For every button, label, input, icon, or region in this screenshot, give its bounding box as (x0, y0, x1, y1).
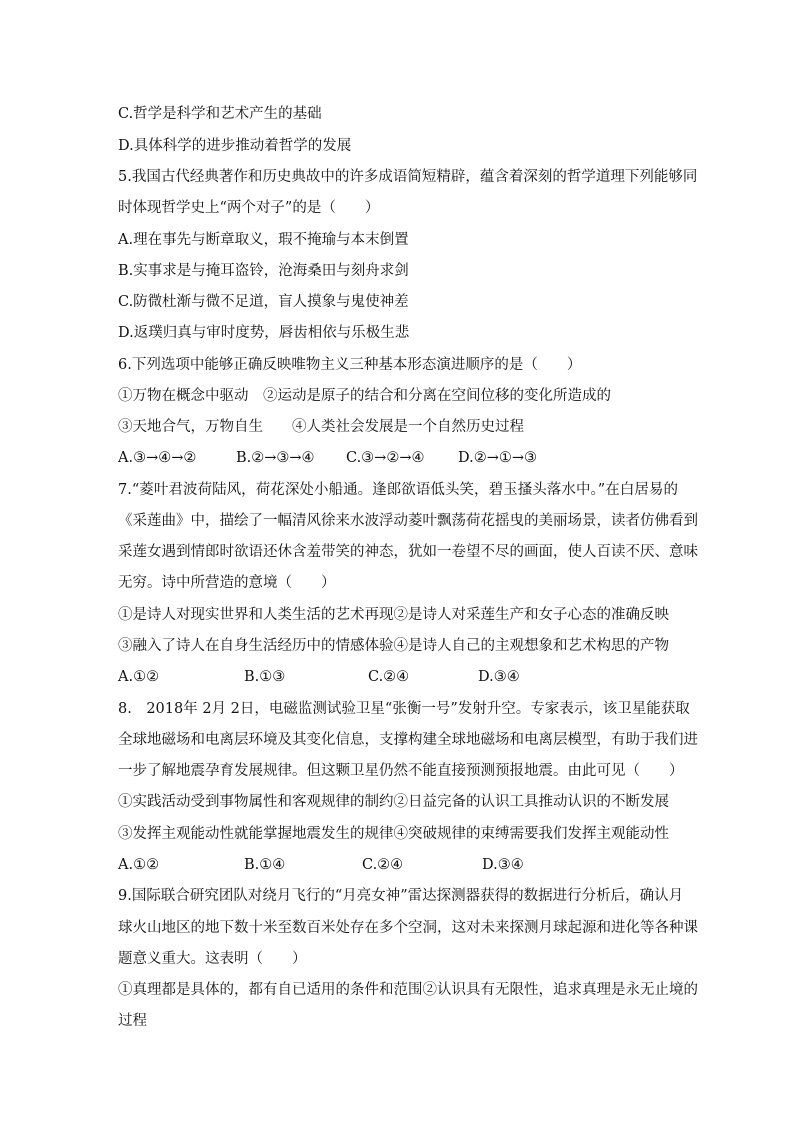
question-7-line-1: 7.“菱叶君波荷陆风，荷花深处小船通。逢郎欲语低头笑，碧玉搔头落水中。”在白居易的 (118, 482, 678, 498)
question-5-option-d: D.返璞归真与审时度势，唇齿相依与乐极生悲 (118, 325, 410, 341)
question-7-options (118, 667, 520, 687)
question-8-line-1: 8. 2018年 2月 2日，电磁监测试验卫星“张衡一号”发射升空。专家表示，该卫星能获取 (118, 701, 690, 717)
question-8-statements-2: ③发挥主观能动性就能掌握地震发生的规律④突破规律的束缚需要我们发挥主观能动性 (118, 826, 669, 842)
question-7-statements-2: ③融入了诗人在自身生活经历中的情感体验④是诗人自己的主观想象和艺术构思的产物 (118, 638, 669, 654)
question-8-statements-1: ①实践活动受到事物属性和客观规律的制约②日益完备的认识工具推动认识的不断发展 (118, 794, 669, 810)
question-8-line-3: 一步了解地震孕育发展规律。但这颗卫星仍然不能直接预测预报地震。由此可见（ ） (118, 763, 684, 779)
q7-option-c: C.②④ (368, 669, 410, 685)
question-6-statements-2: ③天地合气，万物自生 ④人类社会发展是一个自然历史过程 (118, 419, 524, 435)
option-d-text: D.具体科学的进步推动着哲学的发展 (118, 138, 352, 154)
q7-option-d: D.③④ (478, 669, 520, 685)
question-7-line-2: 《采莲曲》中，描绘了一幅清风徐来水波浮动菱叶飘荡荷花摇曳的美丽场景，读者仿佛看到 (118, 513, 698, 529)
q8-option-d: D.③④ (482, 857, 524, 873)
q7-option-a: A.①② (118, 669, 160, 685)
question-8-line-2: 全球地磁场和电离层环境及其变化信息，支撑构建全球地磁场和电离层模型，有助于我们进 (118, 732, 698, 748)
question-5-line-1: 5.我国古代经典著作和历史典故中的许多成语简短精辟，蕴含着深刻的哲学道理下列能够同 (118, 169, 698, 185)
question-6-statements-1: ①万物在概念中驱动 ②运动是原子的结合和分离在空间位移的变化所造成的 (118, 388, 611, 404)
q7-option-b: B.①③ (244, 669, 286, 685)
option-c-text: C.哲学是科学和艺术产生的基础 (118, 106, 322, 122)
question-5-option-b: B.实事求是与掩耳盗铃，沧海桑田与刻舟求剑 (118, 263, 409, 279)
question-6-stem: 6.下列选项中能够正确反映唯物主义三种基本形态演进顺序的是（ ） (118, 357, 582, 373)
question-9-statements-2: 过程 (118, 1013, 147, 1029)
q8-option-c: C.②④ (362, 857, 404, 873)
question-9-line-2: 球火山地区的地下数十米至数百米处存在多个空洞，这对未来探测月球起源和进化等各种课 (118, 920, 698, 936)
q6-option-d: D.②→①→③ (458, 450, 538, 466)
question-7-line-4: 无穷。诗中所营造的意境（ ） (118, 575, 336, 591)
question-6-options (118, 448, 537, 468)
question-5-line-2: 时体现哲学史上“两个对子”的是（ ） (118, 200, 380, 216)
question-5-option-c: C.防微杜渐与微不足道，盲人摸象与鬼使神差 (118, 294, 409, 310)
question-9-line-3: 题意义重大。这表明（ ） (118, 951, 307, 967)
question-9-line-1: 9.国际联合研究团队对绕月飞行的“月亮女神”雷达探测器获得的数据进行分析后，确认月 (118, 888, 684, 904)
question-5-option-a: A.理在事先与断章取义，瑕不掩瑜与本末倒置 (118, 232, 409, 248)
question-8-options (118, 855, 524, 875)
question-9-statements-1: ①真理都是具体的，都有自已适用的条件和范围②认识具有无限性，追求真理是永无止境的 (118, 982, 698, 998)
q6-option-c: C.③→②→④ (346, 450, 425, 466)
q8-option-b: B.①④ (244, 857, 286, 873)
question-7-statements-1: ①是诗人对现实世界和人类生活的艺术再现②是诗人对采莲生产和女子心态的准确反映 (118, 607, 669, 623)
question-7-line-3: 采莲女遇到情郎时欲语还休含羞带笑的神态，犹如一卷望不尽的画面，使人百读不厌、意味 (118, 544, 698, 560)
q6-option-a: A.③→④→② (118, 450, 197, 466)
q6-option-b: B.②→③→④ (236, 450, 315, 466)
q8-option-a: A.①② (118, 857, 160, 873)
